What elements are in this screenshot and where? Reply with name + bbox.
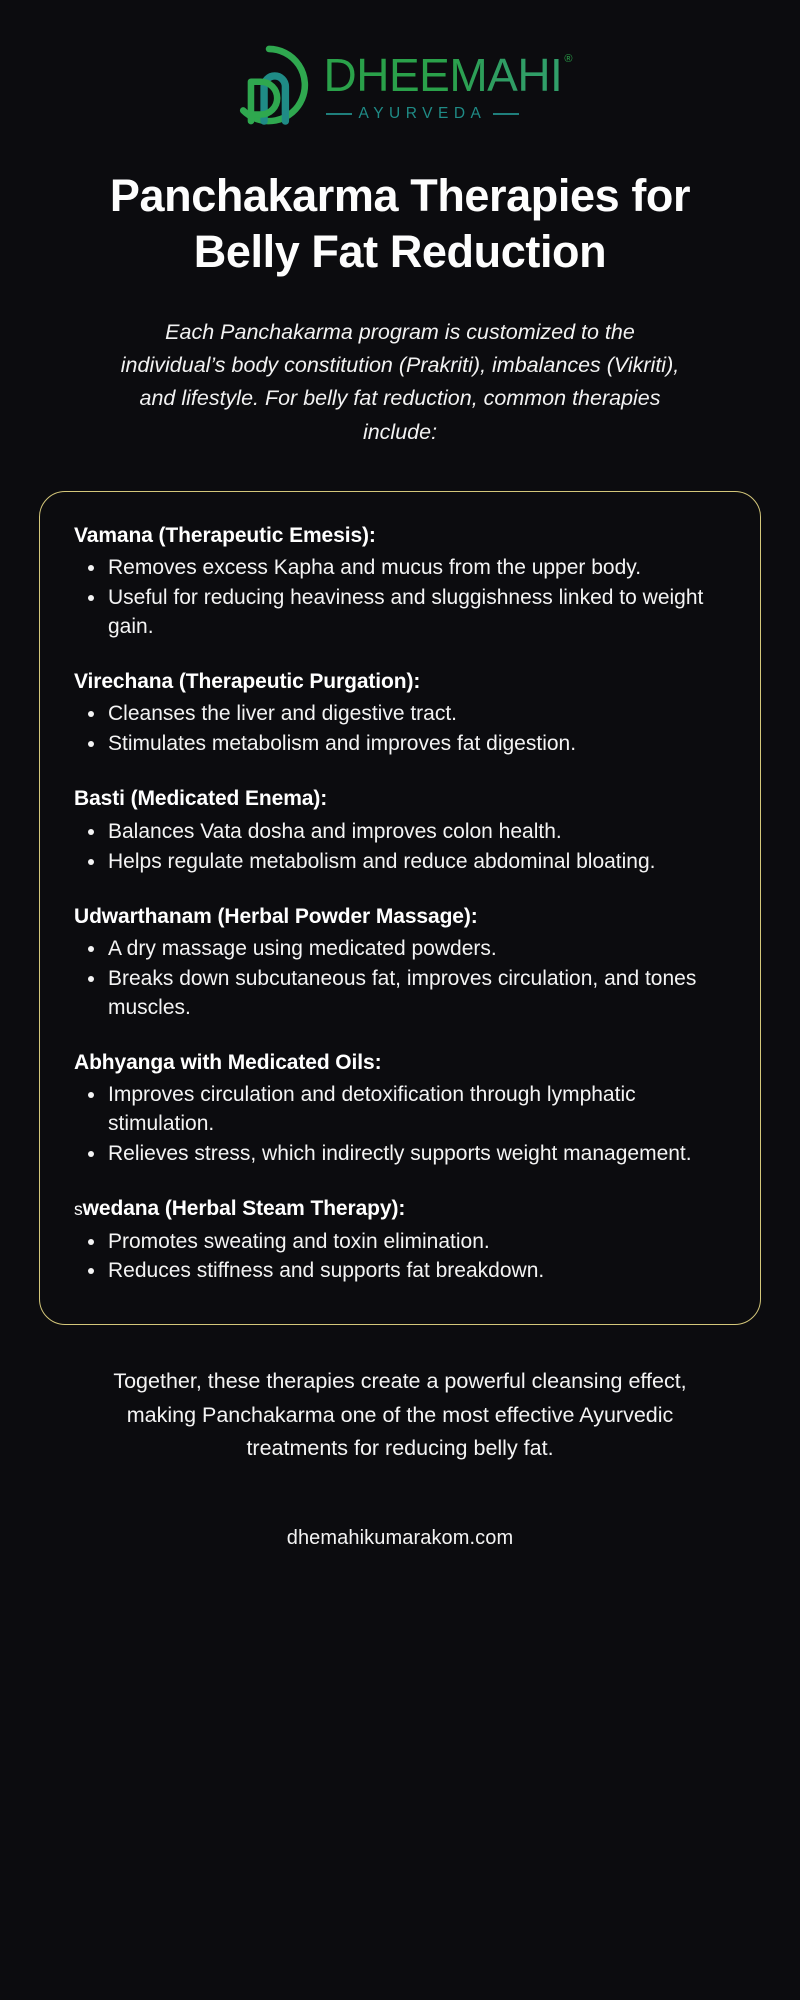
brand-name-row (323, 48, 573, 101)
therapy-group-title (74, 522, 726, 550)
website-url[interactable]: dhemahikumarakom.com (286, 1527, 514, 1550)
therapy-group-title-text: Abhyanga with Medicated Oils: (74, 1050, 382, 1074)
page-title: Panchakarma Therapies for Belly Fat Reduction (109, 170, 691, 277)
list-item: Reduces stiffness and supports fat breakdown. (74, 1257, 726, 1286)
therapy-group (74, 668, 726, 759)
dheemahi-monogram-icon (228, 44, 310, 126)
list-item: Promotes sweating and toxin elimination. (74, 1228, 726, 1257)
list-item: Removes excess Kapha and mucus from the upper body. (74, 554, 726, 583)
registered-trademark-icon: ® (564, 52, 573, 65)
therapy-group-title (74, 668, 726, 696)
outro-paragraph: Together, these therapies create a powerful cleansing effect, making Panchakarma one of the most effective Ayurvedic treatments for reducing belly fat. (113, 1369, 687, 1461)
intro-paragraph: Each Panchakarma program is customized to the individual’s body constitution (Prakriti), imbalances (Vikriti), and lifestyle. For belly fat reduction, common therapies include: (120, 319, 680, 444)
therapy-group-title-text: Udwarthanam (Herbal Powder Massage): (74, 904, 478, 928)
brand-wordmark (324, 48, 573, 123)
therapy-group-title (74, 903, 726, 931)
list-item: Useful for reducing heaviness and sluggishness linked to weight gain. (74, 584, 726, 642)
therapy-group (74, 1195, 726, 1286)
therapy-group-title-text: Virechana (Therapeutic Purgation): (74, 670, 421, 694)
therapy-bullet-list (74, 818, 726, 877)
therapy-bullet-list (74, 700, 726, 759)
list-item: Balances Vata dosha and improves colon health. (74, 818, 726, 847)
therapy-group (74, 522, 726, 642)
list-item: Improves circulation and detoxification through lymphatic stimulation. (74, 1081, 726, 1139)
therapy-group (74, 903, 726, 1023)
brand-tagline: AYURVEDA (358, 104, 487, 122)
therapy-group-title-lead: s (74, 1199, 83, 1220)
tagline-rule-left (326, 113, 352, 115)
brand-tagline-row (324, 105, 573, 123)
list-item: Breaks down subcutaneous fat, improves circulation, and tones muscles. (74, 965, 726, 1023)
list-item: A dry massage using medicated powders. (74, 935, 726, 964)
brand-logo-inner (228, 44, 573, 126)
therapy-group-title (74, 1195, 726, 1223)
list-item: Cleanses the liver and digestive tract. (74, 700, 726, 729)
therapy-group-title (74, 785, 726, 813)
therapy-group-title-text: Vamana (Therapeutic Emesis): (74, 523, 376, 547)
therapy-group (74, 785, 726, 876)
therapies-card (39, 491, 761, 1326)
therapy-bullet-list (74, 554, 726, 642)
therapy-bullet-list (74, 1228, 726, 1287)
therapy-group-title-text: Basti (Medicated Enema): (74, 787, 328, 811)
brand-name: DHEEMAHI (323, 48, 563, 101)
therapy-bullet-list (74, 1081, 726, 1169)
list-item: Stimulates metabolism and improves fat digestion. (74, 730, 726, 759)
list-item: Relieves stress, which indirectly supports weight management. (74, 1140, 726, 1169)
tagline-rule-right (493, 113, 519, 115)
therapy-group-title (74, 1049, 726, 1077)
therapy-group (74, 1049, 726, 1169)
brand-logo (0, 0, 800, 126)
therapy-group-title-text: wedana (Herbal Steam Therapy): (82, 1197, 406, 1221)
list-item: Helps regulate metabolism and reduce abdominal bloating. (74, 848, 726, 877)
therapy-bullet-list (74, 935, 726, 1023)
